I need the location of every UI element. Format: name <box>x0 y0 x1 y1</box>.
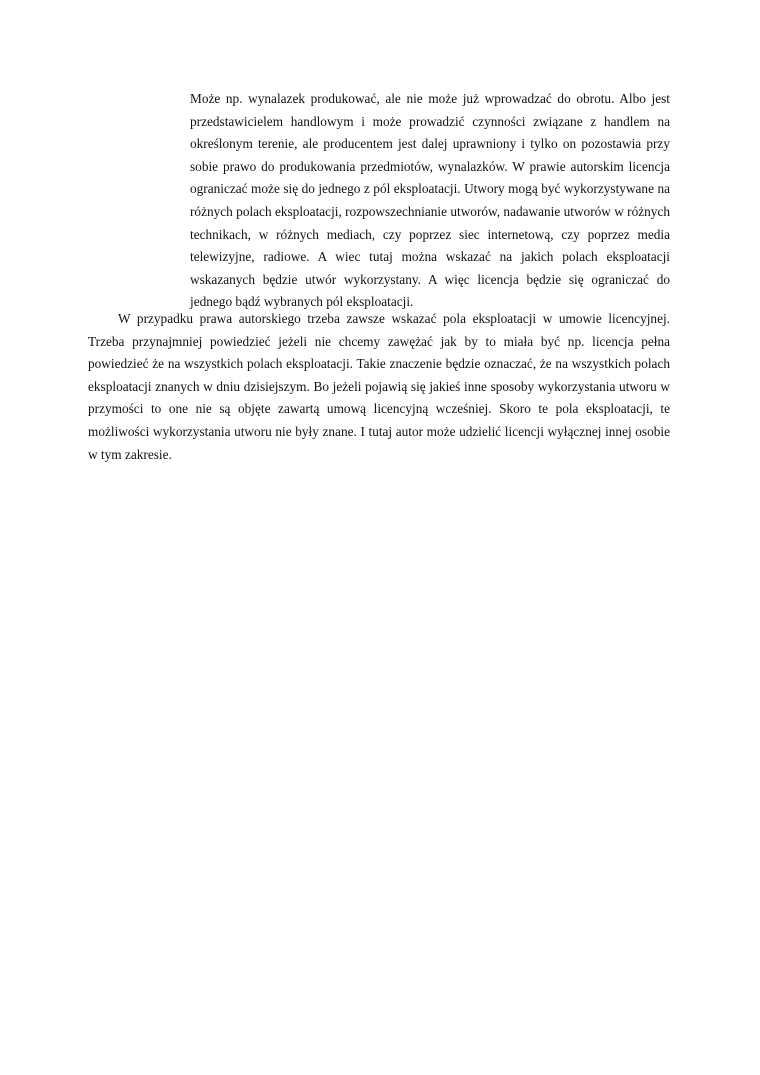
main-paragraph: W przypadku prawa autorskiego trzeba zawsze wskazać pola eksploatacji w umowie licencyjnej. Trzeba przynajmniej powiedzieć jeżeli nie chcemy zawężać jak by to miała być np. licencja pełna powiedzieć że na wszystkich polach eksploatacji. Takie znaczenie będzie oznaczać, że na wszystkich polach eksploatacji znanych w dniu dzisiejszym. Bo jeżeli pojawią się jakieś inne sposoby wykorzystania utworu w przymości to one nie są objęte zawartą umową licencyjną wcześniej. Skoro te pola eksploatacji, te możliwości wykorzystania utworu nie były znane. I tutaj autor może udzielić licencji wyłącznej innej osobie w tym zakresie. <box>88 311 670 462</box>
indented-paragraph: Może np. wynalazek produkować, ale nie może już wprowadzać do obrotu. Albo jest przedstawicielem handlowym i może prowadzić czynności związane z handlem na określonym terenie, ale producentem jest dalej uprawniony i tylko on pozostawia przy sobie prawo do produkowania przedmiotów, wynalazków. W prawie autorskim licencja ograniczać może się do jednego z pól eksploatacji. Utwory mogą być wykorzystywane na różnych polach eksploatacji, rozpowszechnianie utworów, nadawanie utworów w różnych technikach, w różnych mediach, czy poprzez siec internetową, czy poprzez media telewizyjne, radiowe. A wiec tutaj można wskazać na jakich polach eksploatacji wskazanych będzie utwór wykorzystany. A więc licencja będzie się ograniczać do jednego bądź wybranych pól eksploatacji. <box>190 91 670 310</box>
